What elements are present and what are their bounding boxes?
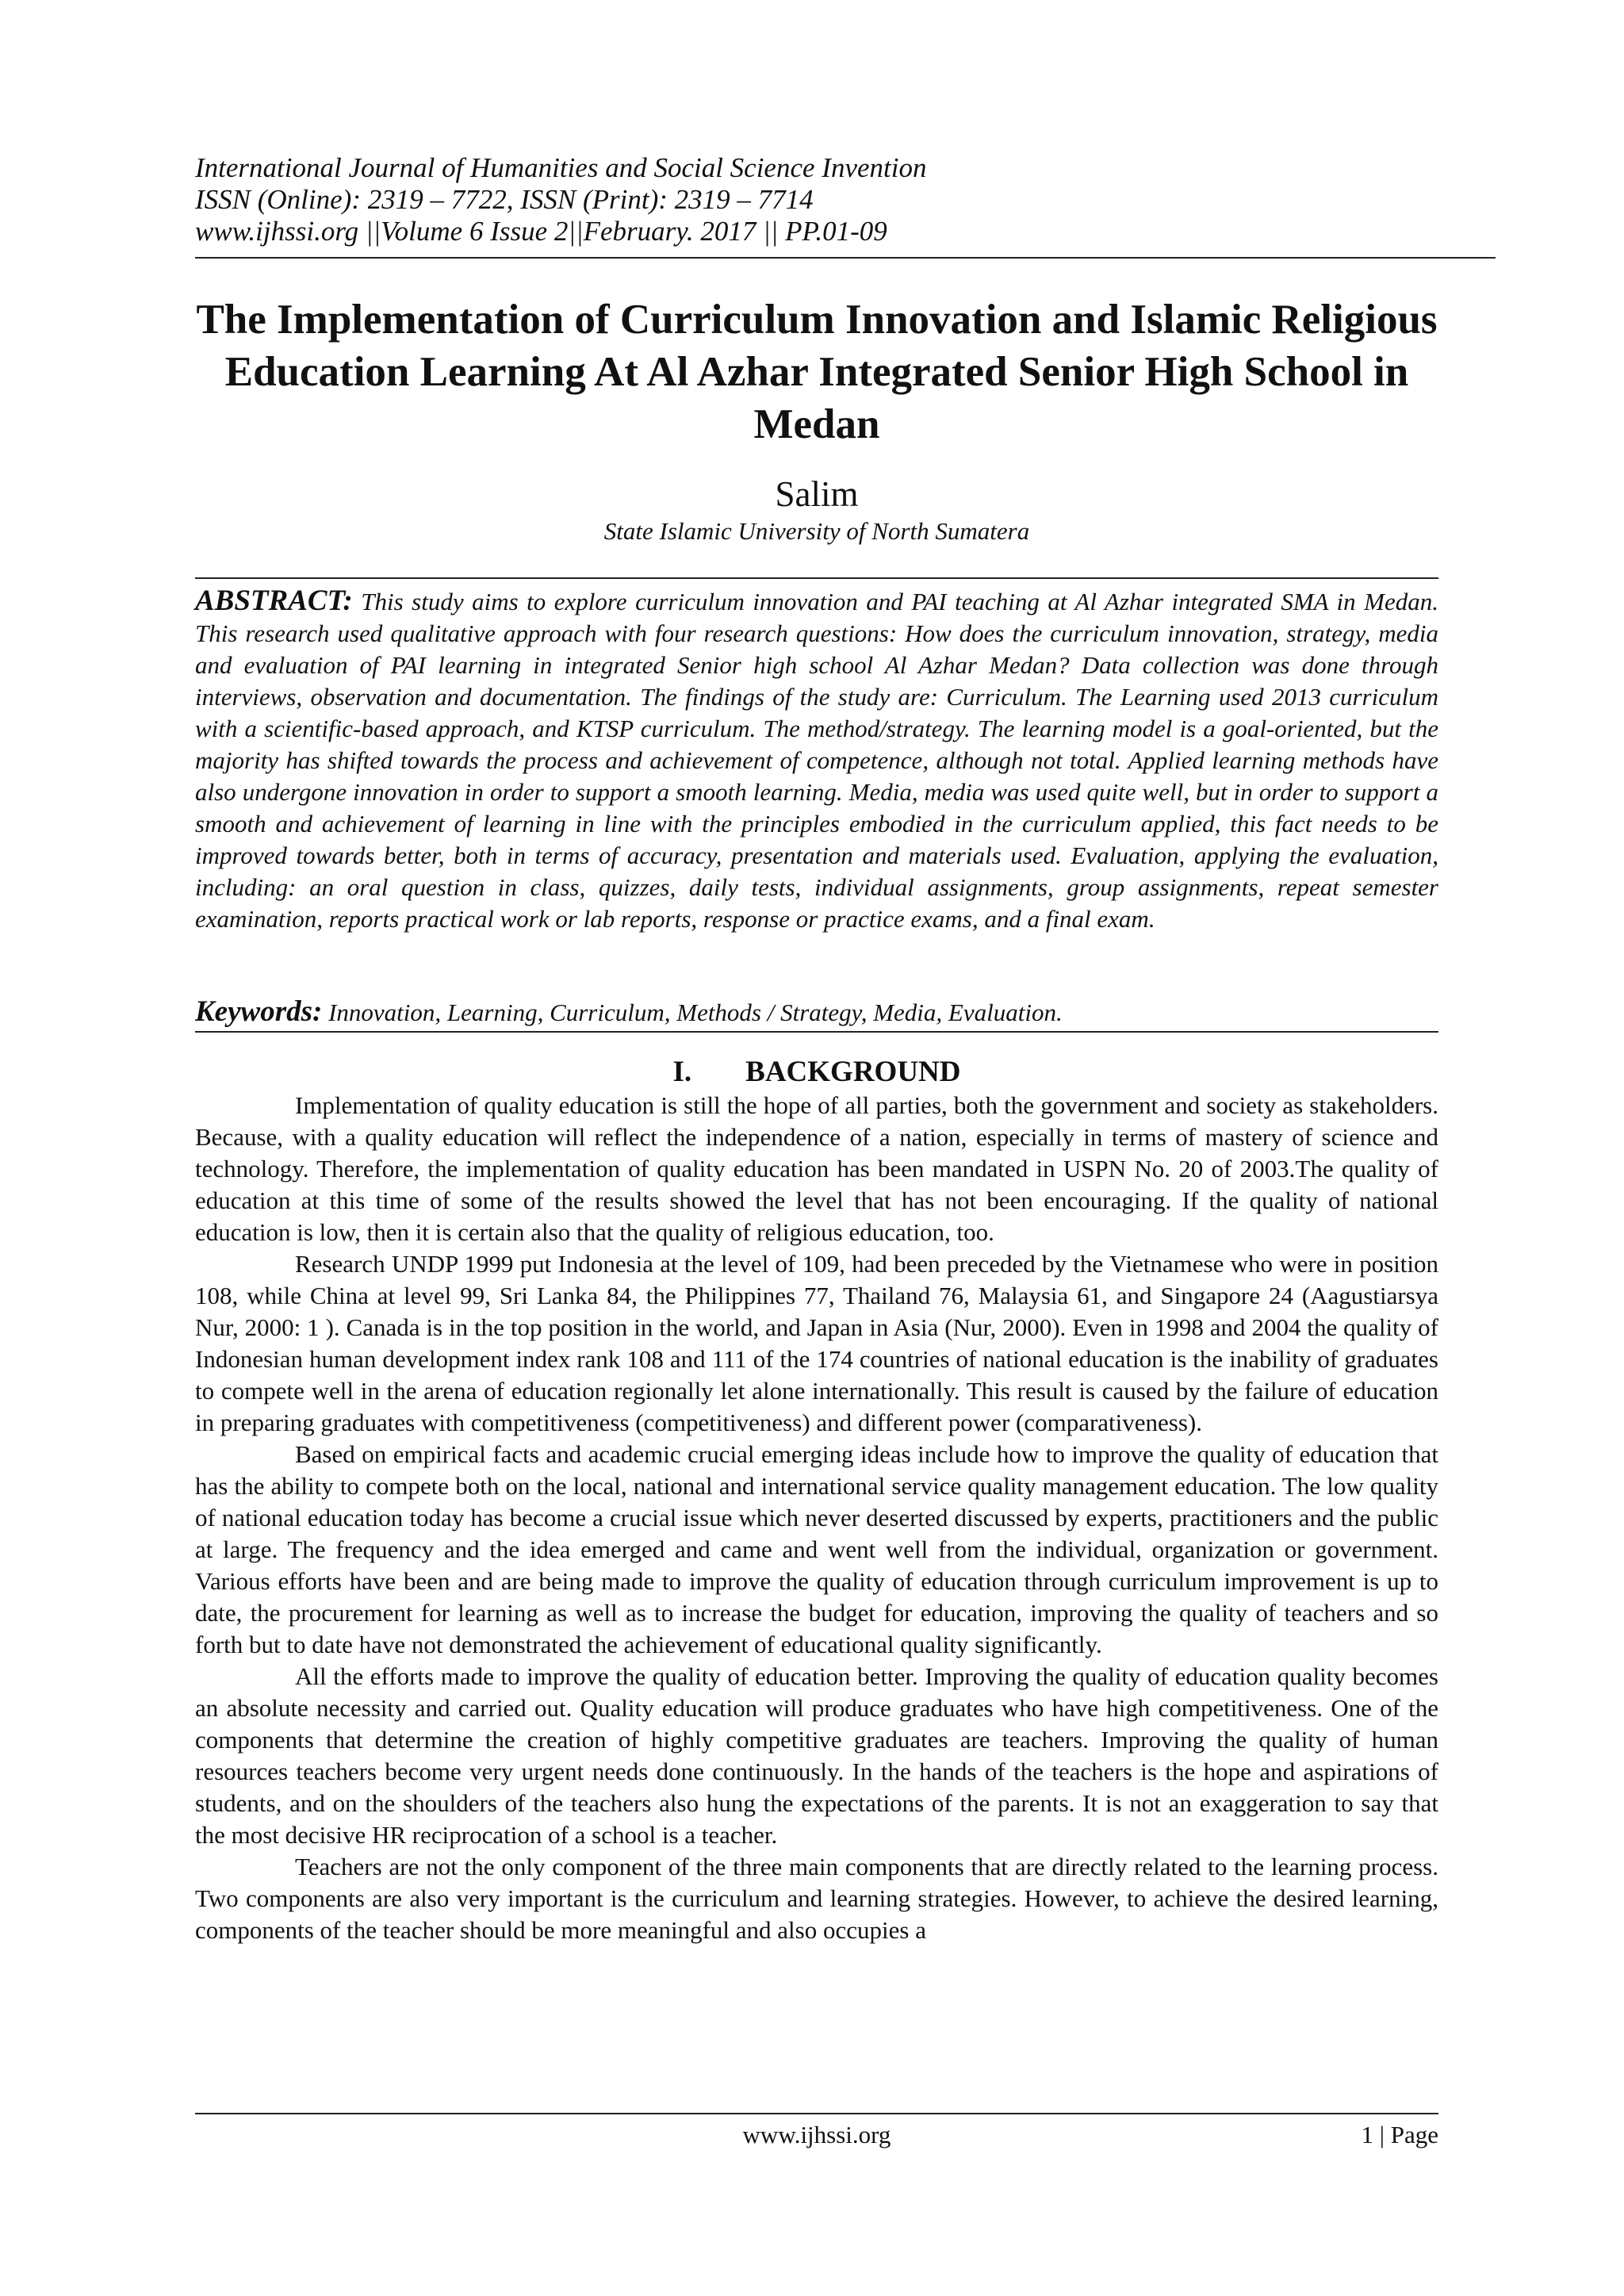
body-paragraph: Based on empirical facts and academic crucial emerging ideas include how to improve the quality of education that has the ability to compete both on the local, national and international service quality management education. The low quality of national education today has become a crucial issue which never deserted discussed by experts, practitioners and the public at large. The frequency and the idea emerged and came and went well from the individual, organization or government. Various efforts have been and are being made to improve the quality of education through curriculum improvement is up to date, the procurement for learning as well as to increase the budget for education, improving the quality of teachers and so forth but to date have not demonstrated the achievement of educational quality significantly. <box>195 1440 1438 1658</box>
body-paragraph: Teachers are not the only component of the three main components that are directly related to the learning process. Two components are also very important is the curriculum and learning strategies. However, to achieve the desired learning, components of the teacher should be more meaningful and also occupies a <box>195 1853 1438 1944</box>
abstract <box>195 585 1438 935</box>
journal-volume: www.ijhssi.org ||Volume 6 Issue 2||February. 2017 || PP.01-09 <box>195 216 887 247</box>
abstract-bottom-divider <box>195 1031 1438 1033</box>
keywords-text: Innovation, Learning, Curriculum, Methods / Strategy, Media, Evaluation. <box>328 999 1063 1026</box>
section-number: I. <box>672 1056 692 1088</box>
body-paragraph: Implementation of quality education is still the hope of all parties, both the government and society as stakeholders. Because, with a quality education will reflect the independence of a nation, especially in terms of mastery of science and technology. Therefore, the implementation of quality education has been mandated in USPN No. 20 of 2003.The quality of education at this time of some of the results showed the level that has not been encouraging. If the quality of national education is low, then it is certain also that the quality of religious education, too. <box>195 1091 1438 1246</box>
header-divider <box>195 257 1496 259</box>
section-title: BACKGROUND <box>745 1056 961 1088</box>
abstract-top-divider <box>195 577 1438 579</box>
journal-issn: ISSN (Online): 2319 – 7722, ISSN (Print): 2319 – 7714 <box>195 184 814 215</box>
keywords-label: Keywords: <box>195 995 323 1028</box>
section-heading <box>195 1055 1438 1090</box>
abstract-label: ABSTRACT: <box>195 585 353 617</box>
body-paragraph: Research UNDP 1999 put Indonesia at the level of 109, had been preceded by the Vietnamese who were in position 108, while China at level 99, Sri Lanka 84, the Philippines 77, Thailand 76, Malaysia 61, and Singapore 24 (Aagustiarsya Nur, 2000: 1 ). Canada is in the top position in the world, and Japan in Asia (Nur, 2000). Even in 1998 and 2004 the quality of Indonesian human development index rank 108 and 111 of the 174 countries of national education is the inability of graduates to compete well in the arena of education regionally let alone internationally. This result is caused by the failure of education in preparing graduates with competitiveness (competitiveness) and different power (comparativeness). <box>195 1250 1438 1436</box>
abstract-text: This study aims to explore curriculum innovation and PAI teaching at Al Azhar integrated SMA in Medan. This research used qualitative approach with four research questions: How does the curriculum innovation, strategy, media and evaluation of PAI learning in integrated Senior high school Al Azhar Medan? Data collection was done through interviews, observation and documentation. The findings of the study are: Curriculum. The Learning used 2013 curriculum with a scientific-based approach, and KTSP curriculum. The method/strategy. The learning model is a goal-oriented, but the majority has shifted towards the process and achievement of competence, although not total. Applied learning methods have also undergone innovation in order to support a smooth learning. Media, media was used quite well, but in order to support a smooth and achievement of learning in line with the principles embodied in the curriculum applied, this fact needs to be improved towards better, both in terms of accuracy, presentation and materials used. Evaluation, applying the evaluation, including: an oral question in class, quizzes, daily tests, individual assignments, group assignments, repeat semester examination, reports practical work or lab reports, response or practice exams, and a final exam. <box>195 588 1438 933</box>
paper-author: Salim <box>775 474 859 514</box>
keywords <box>195 996 1438 1029</box>
page-number: 1 | Page <box>1361 2121 1438 2148</box>
journal-name: International Journal of Humanities and Social Science Invention <box>195 152 927 183</box>
body-paragraph: All the efforts made to improve the quality of education better. Improving the quality of education quality becomes an absolute necessity and carried out. Quality education will produce graduates who have high competitiveness. One of the components that determine the creation of highly competitive graduates are teachers. Improving the quality of human resources teachers become very urgent needs done continuously. In the hands of the teachers is the hope and aspirations of students, and on the shoulders of the teachers also hung the expectations of the parents. It is not an exaggeration to say that the most decisive HR reciprocation of a school is a teacher. <box>195 1662 1438 1849</box>
footer-url: www.ijhssi.org <box>742 2121 891 2148</box>
journal-header <box>195 152 1496 247</box>
footer-divider <box>195 2113 1438 2114</box>
paper-title: The Implementation of Curriculum Innovation and Islamic Religious Education Learning At Al Azhar Integrated Senior High School in Medan <box>196 297 1438 447</box>
body-text <box>195 1090 1438 1946</box>
author-affiliation: State Islamic University of North Sumatera <box>603 517 1030 545</box>
